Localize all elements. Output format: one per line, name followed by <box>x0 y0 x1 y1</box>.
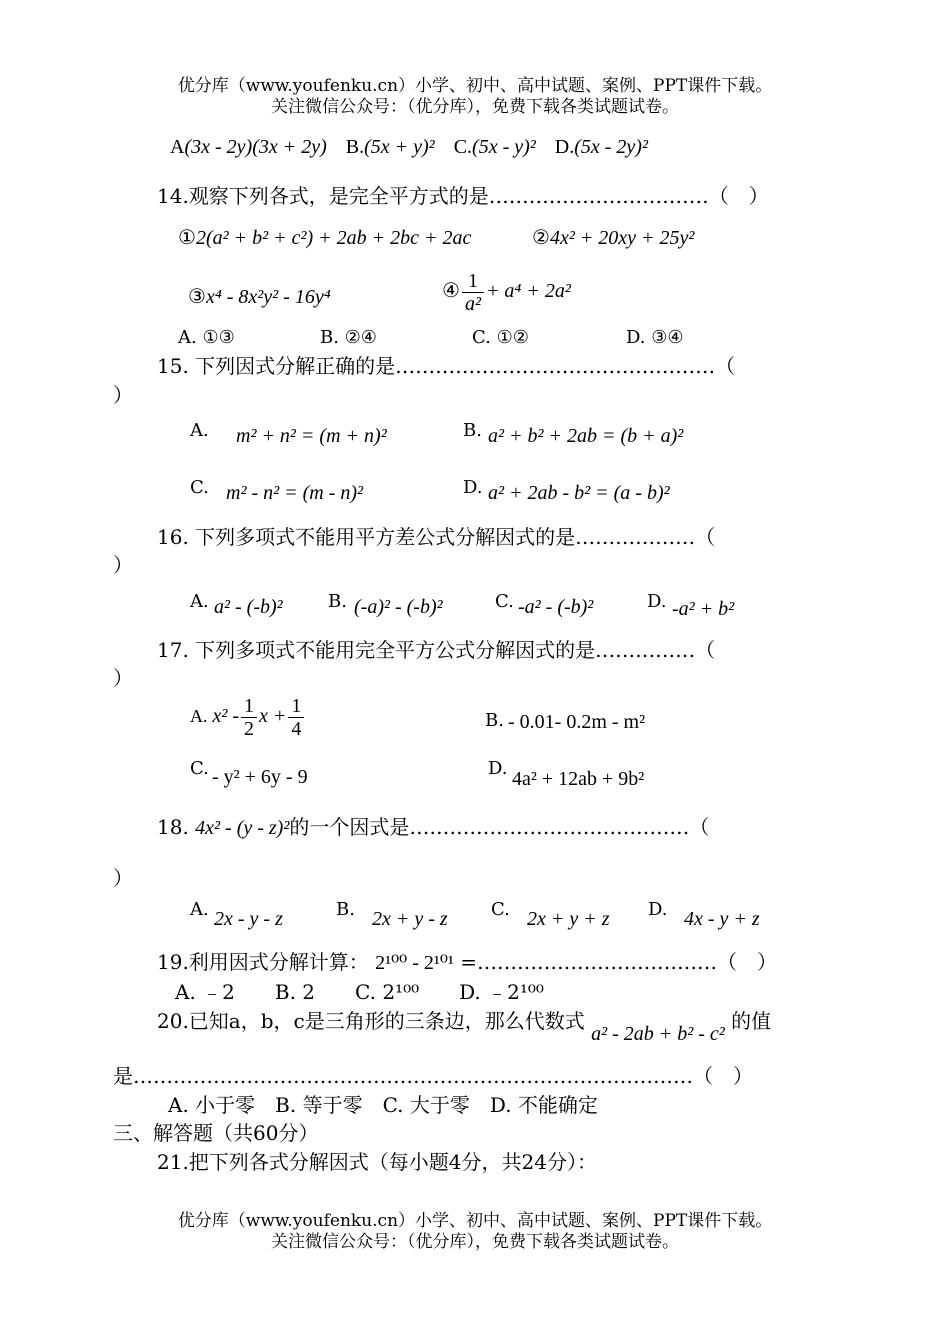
q15-a-expr: m² + n² = (m + n)² <box>236 425 387 447</box>
q17-b-expr: - 0.01- 0.2m - m² <box>508 711 646 733</box>
q19-stem-post: =………………………………（ ） <box>460 950 777 974</box>
q17-d-expr: 4a² + 12ab + 9b² <box>512 768 645 790</box>
header-line-2: 关注微信公众号：（优分库），免费下载各类试题试卷。 <box>271 97 679 117</box>
q20-stem-pre: 20.已知a，b，c是三角形的三条边，那么代数式 <box>157 1009 585 1033</box>
q13-c-expr: (5x - y)² <box>472 136 536 158</box>
q15-d-label: D. <box>463 477 483 498</box>
q20-options: A. 小于零 B. 等于零 C. 大于零 D. 不能确定 <box>168 1093 598 1117</box>
q15-stem: 15. 下列因式分解正确的是…………………………………………（ <box>157 354 736 378</box>
q15-b-label: B. <box>463 420 482 441</box>
q19-expr: 2¹⁰⁰ - 2¹⁰¹ <box>375 952 454 974</box>
q14-expr-2-text: 4x² + 20xy + 25y² <box>549 227 695 249</box>
q16-b-label: B. <box>328 591 347 612</box>
q14-expr-1-text: 2(a² + b² + c²) + 2ab + 2bc + 2ac <box>195 227 472 249</box>
q18-stem <box>157 815 709 840</box>
q15-close: ） <box>113 383 133 407</box>
q15-a-label: A. <box>190 420 209 441</box>
q18-a-label: A. <box>190 899 209 920</box>
q19-options: A. ﹣2 B. 2 C. 2¹⁰⁰ D. ﹣2¹⁰⁰ <box>175 980 544 1004</box>
q13-b-label: B. <box>345 136 365 158</box>
q15-b-expr: a² + b² + 2ab = (b + a)² <box>488 425 684 447</box>
q19-stem-pre: 19.利用因式分解计算： <box>157 950 369 974</box>
q18-d-expr: 4x - y + z <box>684 908 760 930</box>
q14-expr-3-text: x⁴ - 8x²y² - 16y⁴ <box>205 286 331 308</box>
q18-expr: 4x² - (y - z)² <box>195 817 290 839</box>
q14-stem: 14.观察下列各式，是完全平方式的是……………………………（ ） <box>157 184 769 208</box>
q18-close: ） <box>113 866 133 890</box>
q14-mark-3: ③ <box>188 286 206 308</box>
q17-stem: 17. 下列多项式不能用完全平方公式分解因式的是……………（ <box>157 638 716 662</box>
q14-option-c: C. ①② <box>472 327 529 348</box>
q17-a-label: A. <box>190 706 208 727</box>
section-3-title: 三、解答题（共60分） <box>113 1121 319 1145</box>
q21-stem: 21.把下列各式分解因式（每小题4分，共24分）： <box>157 1150 597 1174</box>
q13-d-label: D. <box>554 136 575 158</box>
q17-a-frac1-num: 1 <box>241 695 257 718</box>
q18-b-expr: 2x + y - z <box>372 908 448 930</box>
q18-b-label: B. <box>336 899 355 920</box>
q17-option-a <box>190 695 306 740</box>
q16-c-expr: -a² - (-b)² <box>518 596 594 618</box>
q14-option-a: A. ①③ <box>178 327 235 348</box>
q18-a-expr: 2x - y - z <box>214 908 283 930</box>
q14-expr-4-rest: + a⁴ + 2a² <box>485 280 571 303</box>
q14-mark-1: ① <box>178 227 196 249</box>
q19-stem <box>157 950 777 975</box>
q17-close: ） <box>113 666 133 690</box>
q20-stem <box>157 1009 772 1045</box>
q18-num: 18. <box>157 815 189 839</box>
q18-d-label: D. <box>648 899 668 920</box>
q16-d-label: D. <box>647 591 667 612</box>
q17-d-label: D. <box>488 758 508 779</box>
q14-option-d: D. ③④ <box>626 327 684 348</box>
q14-expr-2 <box>532 225 694 250</box>
footer-line-1: 优分库（www.youfenku.cn）小学、初中、高中试题、案例、PPT课件下载。 <box>177 1211 773 1231</box>
q15-c-label: C. <box>190 477 209 498</box>
q16-d-expr: -a² + b² <box>672 598 735 620</box>
q18-stem-rest: 的一个因式是……………………………………（ <box>289 815 710 839</box>
footer-line-2: 关注微信公众号：（优分库），免费下载各类试题试卷。 <box>271 1232 679 1252</box>
q13-d-expr: (5x - 2y)² <box>574 136 648 158</box>
q14-mark-2: ② <box>532 227 550 249</box>
q17-a-frac2-den: 4 <box>291 718 302 740</box>
q18-c-label: C. <box>491 899 510 920</box>
header-line-1: 优分库（www.youfenku.cn）小学、初中、高中试题、案例、PPT课件下载。 <box>177 76 773 96</box>
q16-c-label: C. <box>495 591 514 612</box>
q16-stem: 16. 下列多项式不能用平方差公式分解因式的是………………（ <box>157 525 716 549</box>
q16-a-expr: a² - (-b)² <box>214 596 283 618</box>
q13-options <box>170 136 648 159</box>
q17-a-frac1-den: 2 <box>244 718 255 740</box>
q15-c-expr: m² - n² = (m - n)² <box>226 482 364 504</box>
q13-a-label: A <box>170 136 185 158</box>
q17-b-label: B. <box>485 710 504 731</box>
q14-expr-1 <box>178 225 471 250</box>
q13-c-label: C. <box>453 136 473 158</box>
q14-option-b: B. ②④ <box>320 327 377 348</box>
q13-b-expr: (5x + y)² <box>364 136 435 158</box>
q16-a-label: A. <box>190 591 209 612</box>
q17-a-mid: x + <box>259 705 287 728</box>
q16-close: ） <box>113 553 133 577</box>
q15-d-expr: a² + 2ab - b² = (a - b)² <box>488 482 670 504</box>
q17-a-frac2-num: 1 <box>288 695 304 718</box>
q20-line-2: 是…………………………………………………………………………（ ） <box>113 1064 753 1088</box>
q16-b-expr: (-a)² - (-b)² <box>354 596 443 618</box>
q17-a-pre: x² - <box>212 705 240 728</box>
q14-mark-4: ④ <box>442 280 460 303</box>
q18-c-expr: 2x + y + z <box>527 908 610 930</box>
q14-expr-4 <box>442 270 571 315</box>
q17-c-expr: - y² + 6y - 9 <box>212 766 308 788</box>
q13-a-expr: (3x - 2y)(3x + 2y) <box>184 136 327 158</box>
q14-expr-3 <box>188 284 331 309</box>
q14-frac-num: 1 <box>462 270 484 293</box>
q17-c-label: C. <box>190 758 209 779</box>
q20-expr: a² - 2ab + b² - c² <box>591 1023 725 1045</box>
q20-stem-post: 的值 <box>731 1009 772 1033</box>
q14-frac-den: a² <box>464 293 481 315</box>
